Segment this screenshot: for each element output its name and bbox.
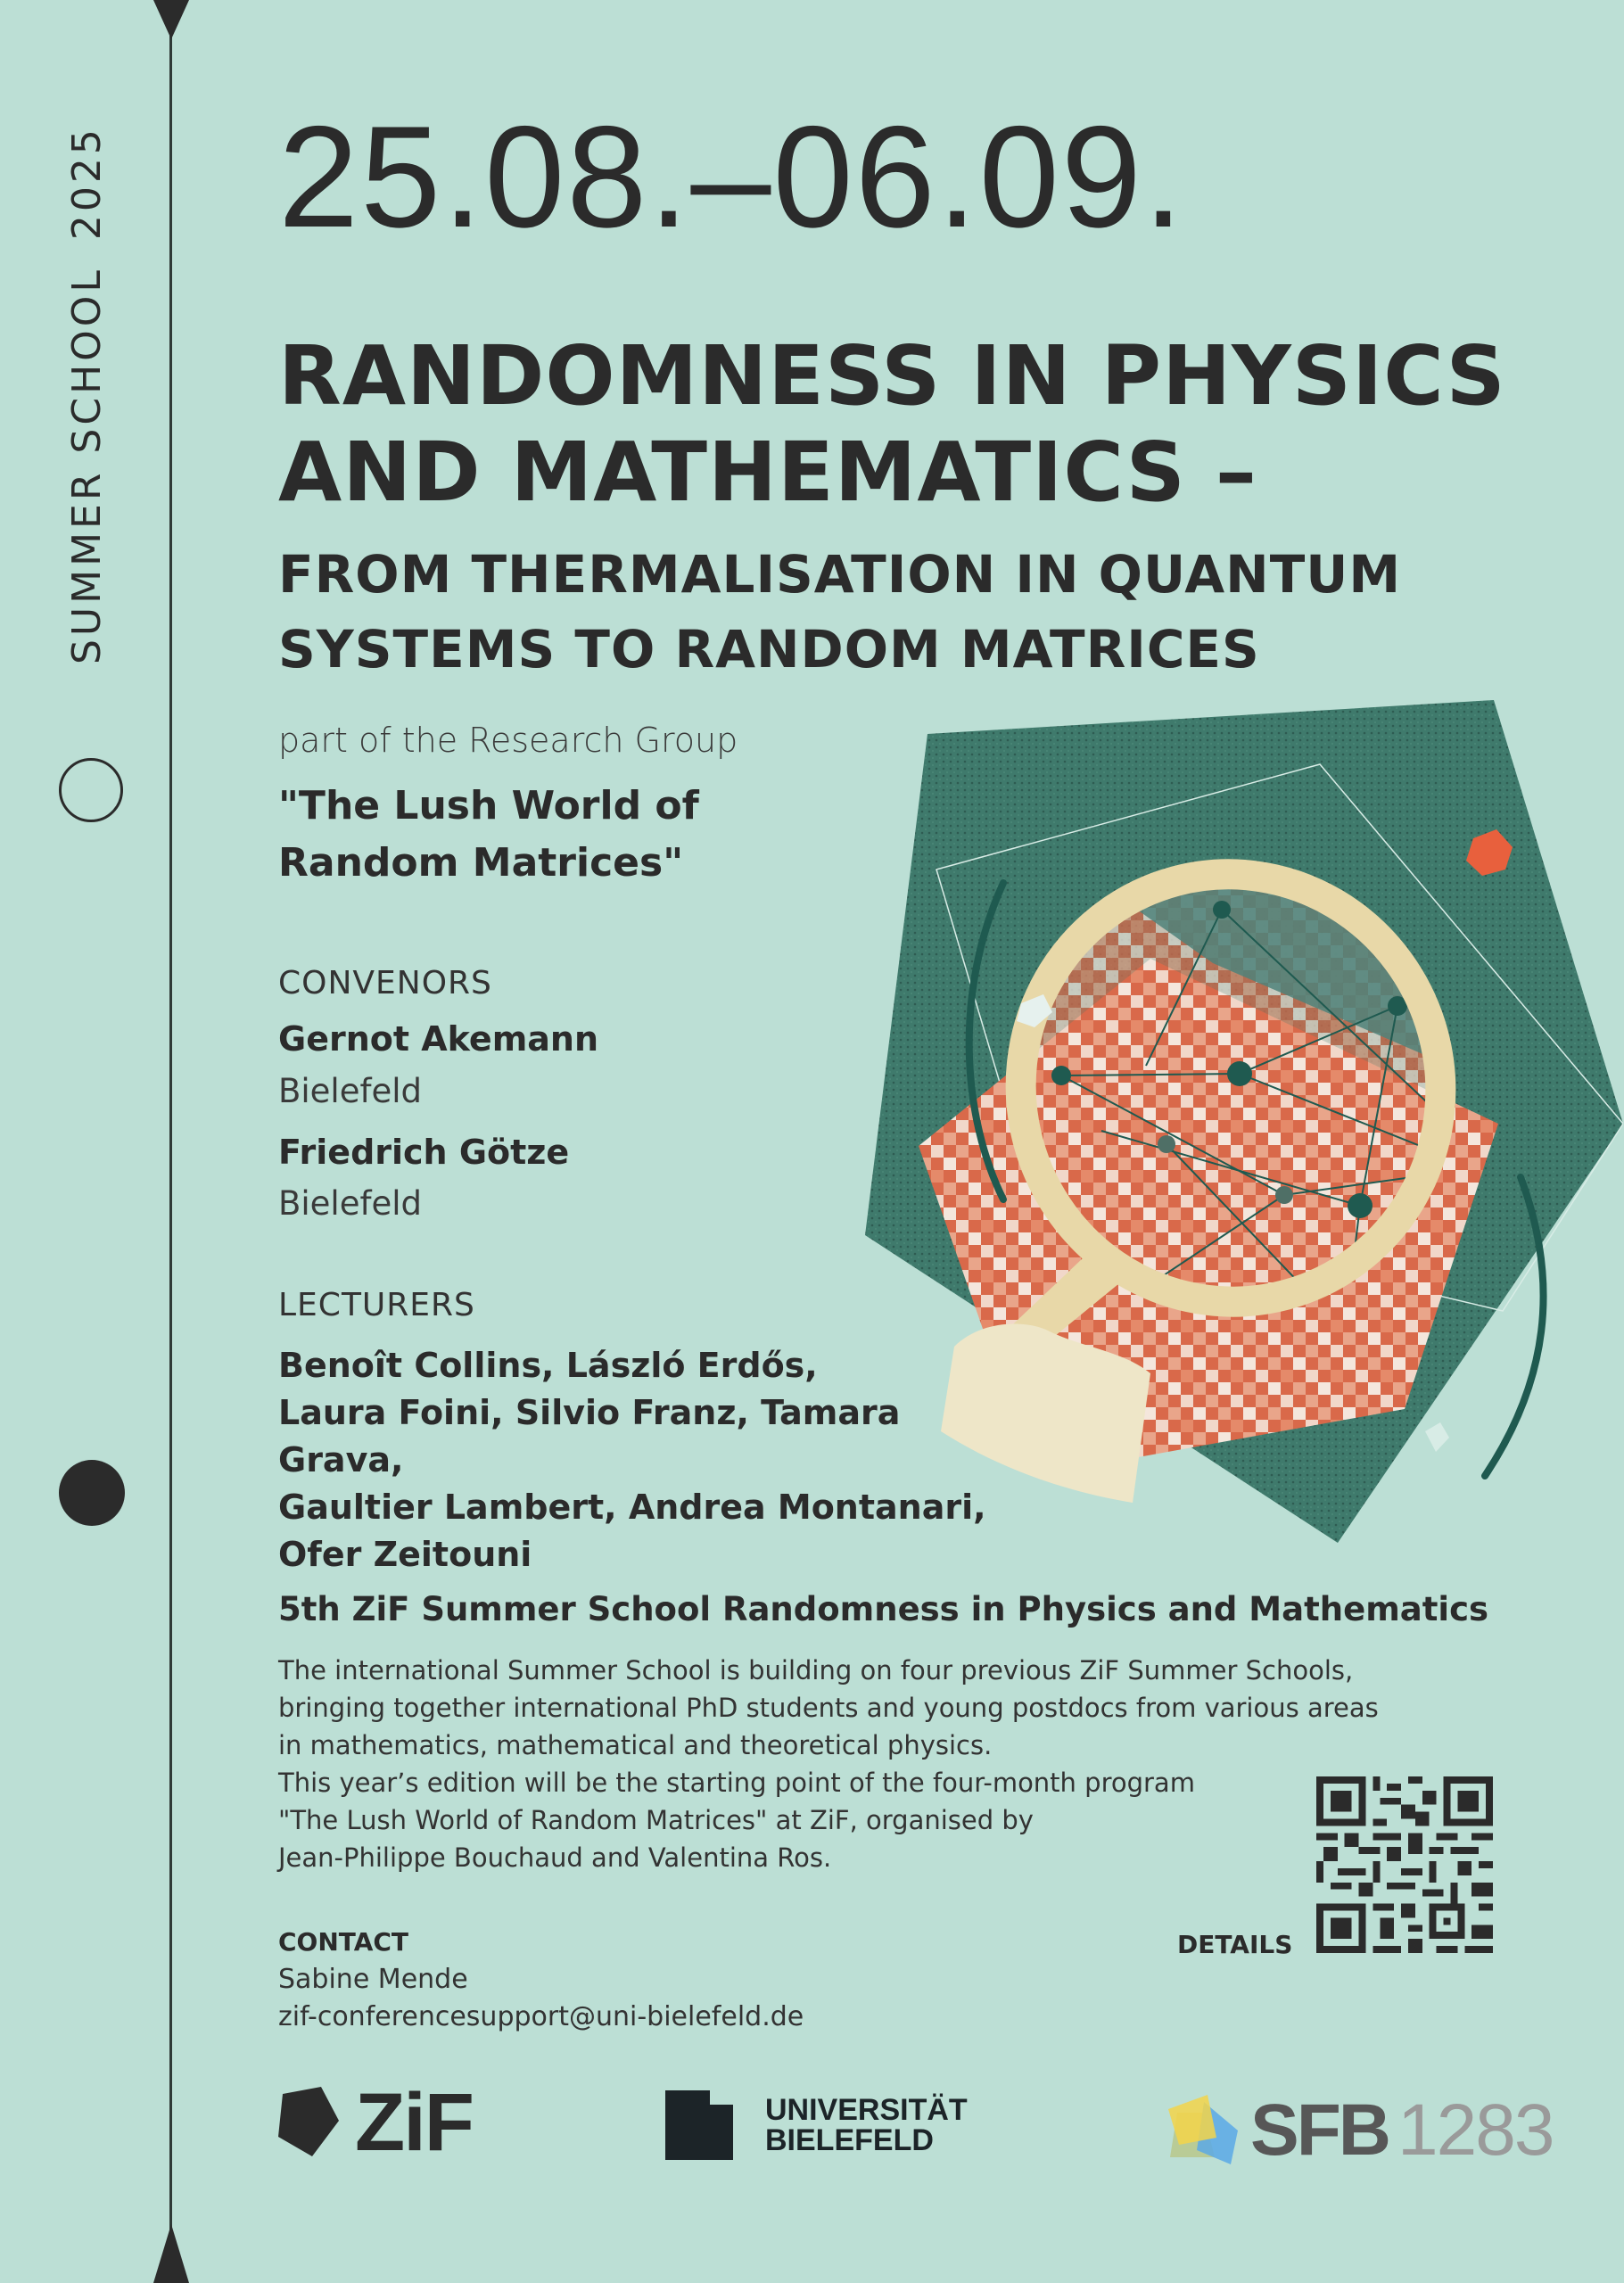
lecturers-line: Laura Foini, Silvio Franz, Tamara Grava, (278, 1393, 901, 1479)
title-line-1: RANDOMNESS IN PHYSICS (278, 328, 1506, 424)
zif-logo-text: ZiF (355, 2077, 473, 2168)
university-logo-text (765, 2095, 968, 2155)
lecturers-line: Gaultier Lambert, Andrea Montanari, (278, 1488, 986, 1527)
title-line-2: AND MATHEMATICS – (278, 424, 1257, 520)
sfb-logo-text: SFB (1250, 2089, 1389, 2171)
contact-label: CONTACT (278, 1927, 409, 1957)
magnifying-glass-illustration (856, 696, 1623, 1552)
convenor-affiliation: Bielefeld (278, 1184, 423, 1223)
research-group-line-2: Random Matrices" (278, 840, 684, 886)
university-name-line-2: BIELEFELD (765, 2123, 934, 2157)
page-subtitle (278, 537, 1401, 687)
triangle-top-icon (153, 0, 189, 39)
description-line: in mathematics, mathematical and theoretical physics. (278, 1730, 993, 1760)
research-group-name (278, 778, 699, 892)
date-range: 25.08.–06.09. (278, 96, 1185, 258)
lecturers-line: Ofer Zeitouni (278, 1535, 532, 1574)
contact-email-link[interactable]: zif-conferencesupport@uni-bielefeld.de (278, 2001, 804, 2032)
convenor-name: Friedrich Götze (278, 1133, 570, 1172)
university-name-line-1: UNIVERSITÄT (765, 2093, 968, 2127)
lecturers-label: LECTURERS (278, 1287, 475, 1323)
vertical-label (64, 126, 110, 664)
sfb-shapes-icon (1168, 2095, 1241, 2166)
research-group-line-1: "The Lush World of (278, 783, 699, 828)
lecturers-line: Benoît Collins, László Erdős, (278, 1346, 818, 1385)
university-block-icon (665, 2090, 733, 2160)
sfb-logo-number: 1283 (1397, 2089, 1554, 2171)
description-line: The international Summer School is building on four previous ZiF Summer Schools, (278, 1655, 1354, 1685)
timeline-rail (169, 0, 172, 2283)
research-group-intro: part of the Research Group (278, 721, 738, 760)
description-line: Jean-Philippe Bouchaud and Valentina Ros. (278, 1842, 832, 1873)
zif-logo (278, 2077, 473, 2168)
contact-name: Sabine Mende (278, 1964, 468, 1995)
qr-code-icon[interactable] (1316, 1776, 1493, 1953)
year-label: 2025 (64, 126, 110, 241)
convenor-affiliation: Bielefeld (278, 1072, 423, 1110)
convenors-label: CONVENORS (278, 965, 492, 1001)
university-bielefeld-logo (665, 2090, 968, 2160)
description-line: "The Lush World of Random Matrices" at ZiF, organised by (278, 1805, 1034, 1835)
description-line: bringing together international PhD students and young postdocs from various areas (278, 1693, 1379, 1723)
triangle-bottom-icon (153, 2224, 189, 2283)
subtitle-line-2: SYSTEMS TO RANDOM MATRICES (278, 619, 1260, 680)
convenor-name: Gernot Akemann (278, 1019, 599, 1059)
open-circle-icon (59, 758, 123, 822)
school-description (278, 1652, 1438, 1876)
sfb-logo (1168, 2089, 1553, 2172)
zif-pentagon-icon (278, 2087, 342, 2158)
description-line: This year’s edition will be the starting point of the four-month program (278, 1768, 1195, 1798)
school-title: 5th ZiF Summer School Randomness in Physics and Mathematics (278, 1590, 1489, 1628)
page-title (278, 328, 1506, 521)
filled-circle-icon (59, 1460, 125, 1526)
details-label: DETAILS (1177, 1930, 1293, 1959)
subtitle-line-1: FROM THERMALISATION IN QUANTUM (278, 544, 1402, 605)
summer-school-label: SUMMER SCHOOL (64, 267, 110, 664)
